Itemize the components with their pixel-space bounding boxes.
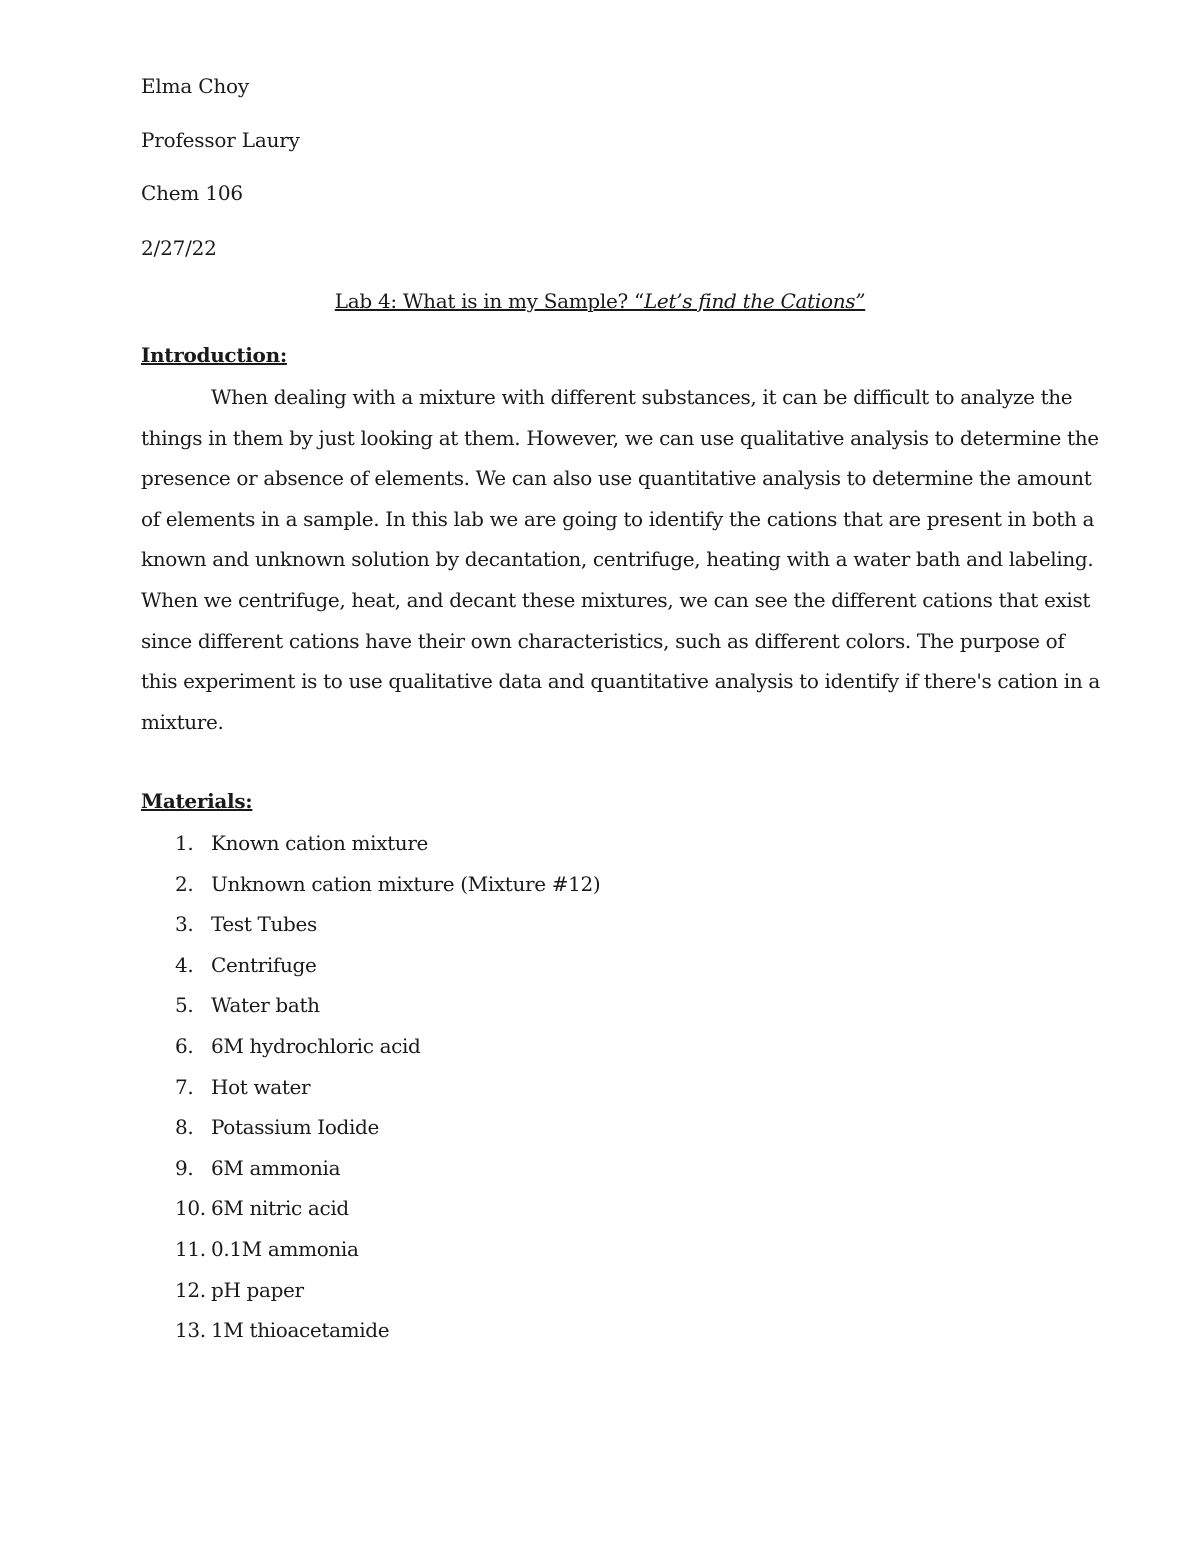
list-item-number: 13. <box>175 1318 206 1343</box>
list-item-label: Water bath <box>211 993 320 1018</box>
list-item-number: 6. <box>175 1033 194 1058</box>
list-item-number: 10. <box>175 1196 206 1221</box>
intro-line: presence or absence of elements. We can also use quantitative analysis to determine the amount <box>141 466 1092 491</box>
list-item-label: 6M hydrochloric acid <box>211 1033 421 1058</box>
list-item-number: 5. <box>175 993 194 1018</box>
introduction-heading: Introduction: <box>141 343 287 367</box>
list-item <box>141 1314 841 1355</box>
list-item-label: Centrifuge <box>211 952 317 977</box>
intro-line: of elements in a sample. In this lab we are going to identify the cations that are present in both a <box>141 506 1095 531</box>
intro-line: known and unknown solution by decantation, centrifuge, heating with a water bath and labeling. <box>141 547 1094 572</box>
materials-list <box>141 827 841 1355</box>
professor-name: Professor Laury <box>141 128 300 152</box>
list-item-label: 6M nitric acid <box>211 1196 349 1221</box>
list-item-number: 2. <box>175 871 194 896</box>
introduction-paragraph <box>141 381 1100 746</box>
list-item-number: 1. <box>175 831 194 855</box>
list-item <box>141 868 841 909</box>
list-item-number: 3. <box>175 912 194 937</box>
title-main: Lab 4: What is in my Sample? “ <box>334 289 644 313</box>
author-name: Elma Choy <box>141 74 249 98</box>
list-item <box>141 1192 841 1233</box>
intro-line: When we centrifuge, heat, and decant these mixtures, we can see the different cations that exist <box>141 587 1091 612</box>
list-item-label: Potassium Iodide <box>211 1115 379 1140</box>
intro-line: things in them by just looking at them. However, we can use qualitative analysis to determine the <box>141 425 1099 450</box>
list-item <box>141 1111 841 1152</box>
list-item <box>141 1233 841 1274</box>
list-item-number: 12. <box>175 1277 206 1302</box>
list-item-label: 6M ammonia <box>211 1155 341 1180</box>
list-item <box>141 1071 841 1112</box>
list-item <box>141 1152 841 1193</box>
list-item-label: Hot water <box>211 1074 311 1099</box>
list-item-label: 0.1M ammonia <box>211 1236 359 1261</box>
document-title <box>0 289 1200 313</box>
materials-heading: Materials: <box>141 789 253 813</box>
title-italic: Let’s find the Cations” <box>643 289 866 313</box>
list-item <box>141 908 841 949</box>
list-item <box>141 827 841 868</box>
document-date: 2/27/22 <box>141 236 217 260</box>
list-item-number: 8. <box>175 1115 194 1140</box>
list-item <box>141 989 841 1030</box>
list-item-number: 4. <box>175 952 194 977</box>
list-item <box>141 1274 841 1315</box>
list-item-number: 7. <box>175 1074 194 1099</box>
list-item-label: Test Tubes <box>211 912 317 937</box>
list-item <box>141 949 841 990</box>
intro-line: this experiment is to use qualitative data and quantitative analysis to identify if there's cation in a <box>141 669 1100 694</box>
intro-line: mixture. <box>141 709 224 734</box>
list-item-number: 9. <box>175 1155 194 1180</box>
intro-line: since different cations have their own characteristics, such as different colors. The purpose of <box>141 628 1065 653</box>
list-item-label: Unknown cation mixture (Mixture #12) <box>211 871 601 896</box>
intro-line: When dealing with a mixture with different substances, it can be difficult to analyze the <box>211 385 1073 409</box>
list-item-label: pH paper <box>211 1277 304 1302</box>
course-name: Chem 106 <box>141 181 243 205</box>
list-item-label: Known cation mixture <box>211 831 429 855</box>
list-item <box>141 1030 841 1071</box>
list-item-number: 11. <box>175 1236 206 1261</box>
list-item-label: 1M thioacetamide <box>211 1318 390 1343</box>
